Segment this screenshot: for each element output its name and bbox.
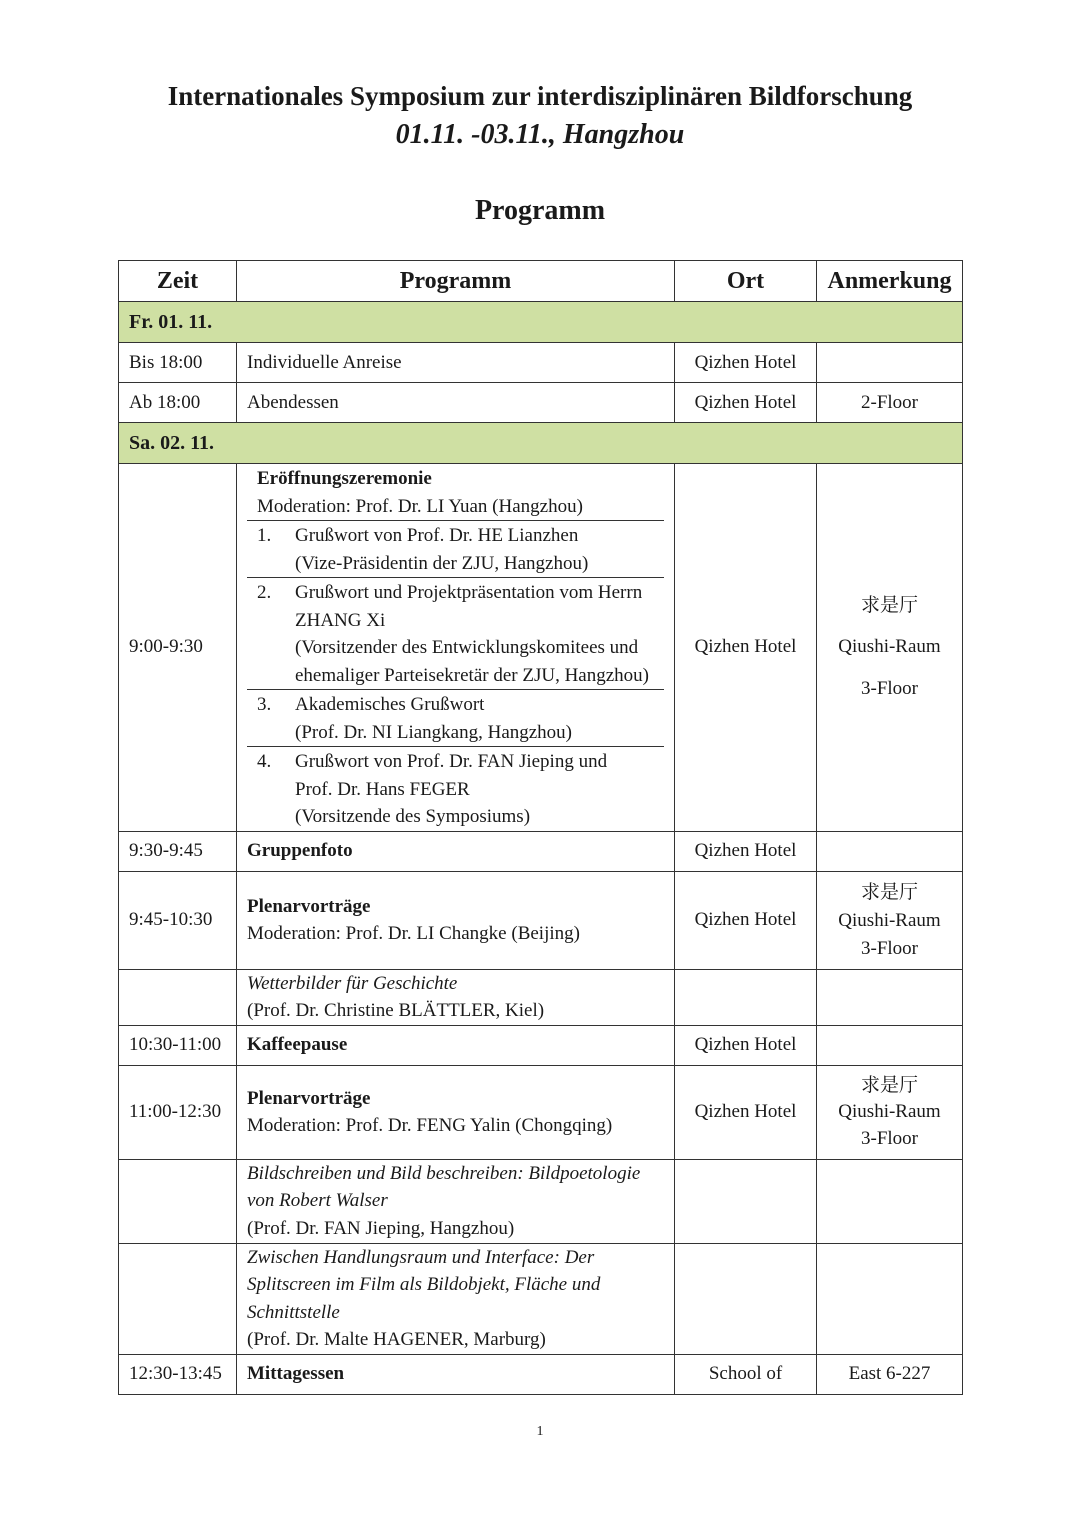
- note-cell: [817, 343, 963, 383]
- item-line: ehemaliger Parteisekretär der ZJU, Hangzhou): [295, 664, 649, 686]
- table-row: [119, 343, 963, 383]
- note-cell: [817, 871, 963, 969]
- talk-speaker: (Prof. Dr. Malte HAGENER, Marburg): [247, 1329, 546, 1350]
- time-cell: 9:30-9:45: [119, 831, 237, 871]
- note-cell: 2-Floor: [817, 383, 963, 423]
- table-row: [119, 1354, 963, 1394]
- note-cell: East 6-227: [817, 1354, 963, 1394]
- place-cell: Qizhen Hotel: [675, 871, 817, 969]
- table-row: [119, 1243, 963, 1354]
- item-line: (Vorsitzender des Entwicklungskomitees und: [295, 637, 639, 658]
- program-cell-opening: [237, 464, 675, 832]
- column-header-time: Zeit: [119, 261, 237, 302]
- talk-title-line: von Robert Walser: [247, 1190, 388, 1212]
- place-cell: [675, 1159, 817, 1243]
- place-cell: [675, 1243, 817, 1354]
- time-cell: 10:30-11:00: [119, 1025, 237, 1065]
- item-line: ZHANG Xi: [295, 609, 386, 631]
- table-header-row: [119, 261, 963, 302]
- room-name: Qiushi-Raum: [838, 636, 941, 658]
- item-line: Akademisches Grußwort: [295, 694, 485, 715]
- time-cell: 9:45-10:30: [119, 871, 237, 969]
- place-cell: [675, 969, 817, 1025]
- program-cell: [237, 871, 675, 969]
- room-name: Qiushi-Raum: [838, 1101, 941, 1122]
- table-row: [119, 1065, 963, 1159]
- list-item: [247, 746, 664, 831]
- table-row: [119, 831, 963, 871]
- list-item: [247, 689, 664, 746]
- time-cell: Bis 18:00: [119, 343, 237, 383]
- talk-speaker: (Prof. Dr. Christine BLÄTTLER, Kiel): [247, 1000, 545, 1021]
- document-subtitle: 01.11. -03.11., Hangzhou: [395, 119, 685, 150]
- place-cell: Qizhen Hotel: [675, 464, 817, 832]
- place-cell: Qizhen Hotel: [675, 831, 817, 871]
- table-row: [119, 871, 963, 969]
- table-row: [119, 383, 963, 423]
- time-cell: 12:30-13:45: [119, 1354, 237, 1394]
- document-title: Internationales Symposium zur interdisziplinären Bildforschung: [167, 81, 913, 111]
- note-cell: [817, 1159, 963, 1243]
- room-name-chinese: 求是厅: [860, 1074, 918, 1096]
- time-cell: 11:00-12:30: [119, 1065, 237, 1159]
- program-cell: [237, 969, 675, 1025]
- item-line: Prof. Dr. Hans FEGER: [295, 778, 470, 800]
- time-cell: [119, 1243, 237, 1354]
- time-cell: 9:00-9:30: [119, 464, 237, 832]
- note-cell: [817, 464, 963, 832]
- place-cell: School of: [675, 1354, 817, 1394]
- floor-label: 3-Floor: [861, 938, 918, 959]
- room-name-chinese: 求是厅: [860, 881, 918, 903]
- item-line: (Vize-Präsidentin der ZJU, Hangzhou): [295, 552, 589, 574]
- room-name-chinese: 求是厅: [860, 594, 918, 617]
- note-cell: [817, 1243, 963, 1354]
- program-cell: Kaffeepause: [237, 1025, 675, 1065]
- time-cell: [119, 969, 237, 1025]
- table-row: [119, 1025, 963, 1065]
- talk-title-line: Splitscreen im Film als Bildobjekt, Fläche und: [247, 1274, 601, 1295]
- day-row-saturday: [119, 423, 963, 464]
- talk-title-line: Bildschreiben und Bild beschreiben: Bildpoetologie: [247, 1162, 641, 1184]
- note-cell: [817, 969, 963, 1025]
- list-item: [247, 577, 664, 689]
- time-cell: Ab 18:00: [119, 383, 237, 423]
- item-number: 4.: [257, 751, 272, 772]
- day-label: Fr. 01. 11.: [119, 302, 963, 343]
- table-row: [119, 969, 963, 1025]
- room-name: Qiushi-Raum: [838, 910, 941, 931]
- day-label: Sa. 02. 11.: [119, 423, 963, 464]
- place-cell: Qizhen Hotel: [675, 383, 817, 423]
- program-table: [118, 260, 963, 1395]
- item-line: (Prof. Dr. NI Liangkang, Hangzhou): [295, 721, 573, 743]
- table-row-opening: [119, 464, 963, 832]
- plenary-moderation: Moderation: Prof. Dr. LI Changke (Beijing): [247, 923, 580, 944]
- floor-label: 3-Floor: [861, 1128, 918, 1149]
- page-number: 1: [536, 1424, 544, 1439]
- plenary-title: Plenarvorträge: [247, 1087, 371, 1109]
- program-cell: [237, 1065, 675, 1159]
- item-line: Grußwort und Projektpräsentation vom Herrn: [295, 582, 643, 603]
- table-row: [119, 1159, 963, 1243]
- floor-label: 3-Floor: [861, 678, 918, 700]
- program-cell: Abendessen: [237, 383, 675, 423]
- plenary-title: Plenarvorträge: [247, 895, 371, 917]
- plenary-moderation: Moderation: Prof. Dr. FENG Yalin (Chongqing): [247, 1115, 613, 1136]
- list-item: [247, 520, 664, 577]
- note-cell: [817, 1025, 963, 1065]
- opening-moderation: Moderation: Prof. Dr. LI Yuan (Hangzhou): [257, 495, 583, 517]
- talk-title-line: Zwischen Handlungsraum und Interface: Der: [247, 1246, 595, 1268]
- item-number: 2.: [257, 582, 272, 603]
- item-line: Grußwort von Prof. Dr. HE Lianzhen: [295, 525, 579, 546]
- program-cell: Mittagessen: [237, 1354, 675, 1394]
- time-cell: [119, 1159, 237, 1243]
- item-number: 1.: [257, 525, 272, 546]
- day-row-friday: [119, 302, 963, 343]
- item-line: (Vorsitzende des Symposiums): [295, 806, 531, 827]
- program-cell: Gruppenfoto: [237, 831, 675, 871]
- section-heading: Programm: [474, 195, 606, 226]
- opening-block: [247, 464, 664, 520]
- item-line: Grußwort von Prof. Dr. FAN Jieping und: [295, 751, 608, 772]
- place-cell: Qizhen Hotel: [675, 1025, 817, 1065]
- note-cell: [817, 1065, 963, 1159]
- place-cell: Qizhen Hotel: [675, 1065, 817, 1159]
- column-header-note: Anmerkung: [817, 261, 963, 302]
- column-header-place: Ort: [675, 261, 817, 302]
- talk-title-line: Schnittstelle: [247, 1301, 340, 1323]
- opening-title: Eröffnungszeremonie: [257, 468, 432, 489]
- talk-title: Wetterbilder für Geschichte: [247, 972, 458, 994]
- program-cell: [237, 1243, 675, 1354]
- place-cell: Qizhen Hotel: [675, 343, 817, 383]
- program-cell: Individuelle Anreise: [237, 343, 675, 383]
- item-number: 3.: [257, 694, 272, 715]
- note-cell: [817, 831, 963, 871]
- program-cell: [237, 1159, 675, 1243]
- column-header-program: Programm: [237, 261, 675, 302]
- talk-speaker: (Prof. Dr. FAN Jieping, Hangzhou): [247, 1217, 515, 1239]
